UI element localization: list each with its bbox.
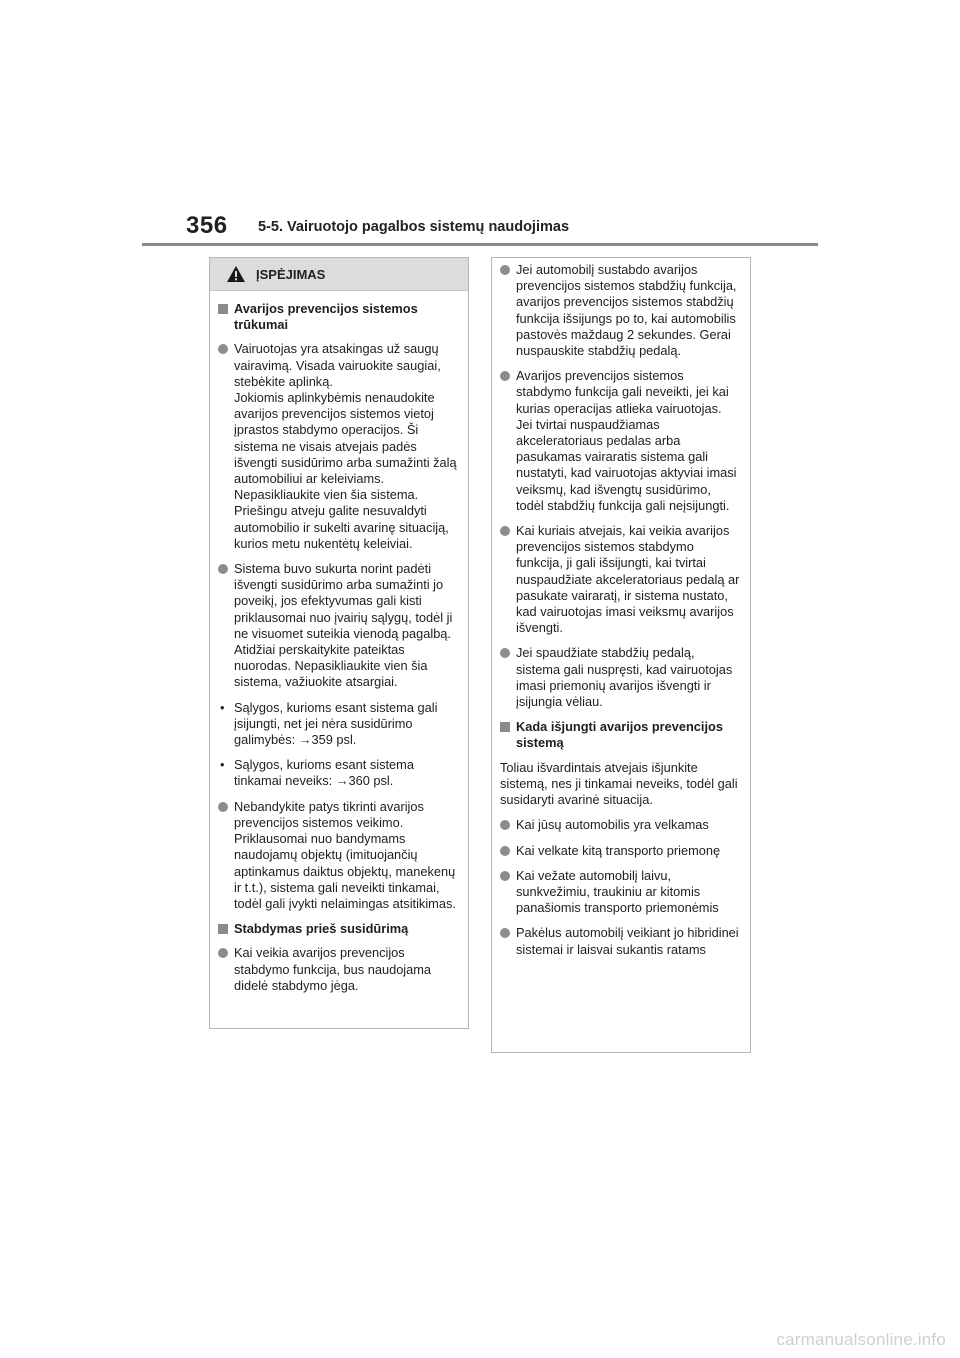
- list-item: [500, 645, 740, 710]
- paragraph: Toliau išvardintais atvejais išjunkite sistemą, nes ji tinkamai neveiks, todėl gali susidaryti avarinė situacija.: [500, 759, 738, 808]
- list-item-text: Avarijos prevencijos sistemos stabdymo funkcija gali neveikti, jei kai kurias operacijas atlieka vairuotojas. Jei tvirtai nuspaudžiamas akceleratoriaus pedalas arba pasukamas vairaratis sistema gali nustatyti, kad vairuotojas aktyviai imasi veiksmų, kad išvengtų susidūrimo, todėl stabdžių funkcija gali neįsijungti.: [516, 368, 737, 513]
- page-number: 356: [186, 212, 228, 239]
- circle-bullet-icon: [218, 948, 228, 958]
- list-item: [500, 817, 740, 833]
- circle-bullet-icon: [218, 564, 228, 574]
- list-item-text: Kai vežate automobilį laivu, sunkvežimiu, traukiniu ar kitomis panašiomis transporto priemonėmis: [516, 867, 719, 916]
- circle-bullet-icon: [500, 265, 510, 275]
- circle-bullet-icon: [500, 871, 510, 881]
- list-item: [218, 945, 458, 994]
- list-item: [218, 341, 458, 552]
- warning-header: [210, 258, 468, 291]
- square-bullet-icon: [218, 924, 228, 934]
- circle-bullet-icon: [218, 802, 228, 812]
- list-item-text: Kai kuriais atvejais, kai veikia avarijos prevencijos sistemos stabdymo funkcija, ji gali išsijungti, kai tvirtai nuspaudžiate akceleratoriaus pedalą ar pasukate vairaratį, ir sistema nustato, kad vairuotojas imasi veiksmų avarijos išvengti.: [516, 523, 740, 636]
- warning-triangle-icon: [226, 265, 246, 283]
- section-heading: [218, 921, 458, 937]
- square-bullet-icon: [500, 722, 510, 732]
- watermark: carmanualsonline.info: [776, 1330, 946, 1349]
- warning-title: ĮSPĖJIMAS: [256, 266, 326, 282]
- sub-list-item-text: Sąlygos, kurioms esant sistema gali įsijungti, net jei nėra susidūrimo galimybės: →359 psl.: [234, 699, 438, 748]
- circle-bullet-icon: [500, 371, 510, 381]
- section-title: 5-5. Vairuotojo pagalbos sistemų naudojimas: [258, 219, 570, 235]
- circle-bullet-icon: [500, 928, 510, 938]
- list-item: [218, 799, 458, 912]
- circle-bullet-icon: [500, 820, 510, 830]
- header-divider: [142, 243, 818, 246]
- list-item: [500, 843, 740, 859]
- list-item: [500, 262, 740, 359]
- circle-bullet-icon: [500, 648, 510, 658]
- warning-box-right: [491, 257, 751, 1053]
- section-heading: [500, 719, 740, 751]
- sub-list-item: [218, 757, 458, 789]
- circle-bullet-icon: [500, 526, 510, 536]
- heading-text: Avarijos prevencijos sistemos trūkumai: [234, 301, 418, 333]
- sub-list-item-text: Sąlygos, kurioms esant sistema tinkamai neveiks: →360 psl.: [234, 757, 414, 789]
- list-item-text: Pakėlus automobilį veikiant jo hibridinei sistemai ir laisvai sukantis ratams: [516, 925, 739, 957]
- heading-text: Stabdymas prieš susidūrimą: [234, 921, 409, 937]
- list-item-text: Kai velkate kitą transporto priemonę: [516, 842, 721, 858]
- list-item-text: Vairuotojas yra atsakingas už saugų vairavimą. Visada vairuokite saugiai, stebėkite aplinką. Jokiomis aplinkybėmis nenaudokite avarijos prevencijos sistemos vietoj įprastos stabdymo operacijos. Ši sistema ne visais atvejais padės išvengti susidūrimo arba sumažinti žalą automobiliui ar keleiviams. Nepasikliaukite vien šia sistema. Priešingu atveju galite nesuvaldyti automobilio ir sukelti avarinę situaciją, kurios metu nukentėtų keleiviai.: [234, 341, 457, 551]
- list-item: [500, 368, 740, 514]
- list-item-text: Sistema buvo sukurta norint padėti išvengti susidūrimo arba sumažinti jo poveikį, jos efektyvumas gali kisti priklausomai nuo įvairių sąlygų, todėl ji ne visuomet suteikia vienodą pagalbą. Atidžiai perskaitykite pateiktas nuorodas. Nepasikliaukite vien šia sistema, važiuokite atsargiai.: [234, 561, 453, 690]
- list-item: [218, 561, 458, 691]
- list-item: [500, 523, 740, 636]
- small-dot-icon: •: [220, 757, 225, 773]
- list-item-text: Jei automobilį sustabdo avarijos prevencijos sistemos stabdžių funkcija, avarijos prevencijos sistemos stabdžių funkcija išsijungs po to, kai automobilis pastovės maždaug 2 sekundes. Gerai nuspauskite stabdžių pedalą.: [516, 262, 737, 359]
- heading-text: Kada išjungti avarijos prevencijos sistemą: [516, 719, 723, 751]
- section-heading: [218, 301, 458, 333]
- circle-bullet-icon: [500, 846, 510, 856]
- sub-list-item: [218, 700, 458, 749]
- small-dot-icon: •: [220, 699, 225, 715]
- square-bullet-icon: [218, 304, 228, 314]
- list-item: [500, 925, 740, 957]
- circle-bullet-icon: [218, 344, 228, 354]
- list-item: [500, 868, 740, 917]
- list-item-text: Kai veikia avarijos prevencijos stabdymo funkcija, bus naudojama didelė stabdymo jėga.: [234, 945, 432, 993]
- page-header: [0, 0, 960, 250]
- warning-box-left: [209, 257, 469, 1029]
- list-item-text: Nebandykite patys tikrinti avarijos prevencijos sistemos veikimo. Priklausomai nuo bandymams naudojamų objektų (imituojančių aptinkamus daiktus objektų, manekenų ir t.t.), sistema gali neveikti tinkamai, todėl gali įvykti nelaimingas atsitikimas.: [234, 798, 456, 911]
- list-item-text: Kai jūsų automobilis yra velkamas: [516, 817, 709, 833]
- list-item-text: Jei spaudžiate stabdžių pedalą, sistema gali nuspręsti, kad vairuotojas imasi priemonių avarijos išvengti ir įsijungia vėliau.: [516, 645, 733, 710]
